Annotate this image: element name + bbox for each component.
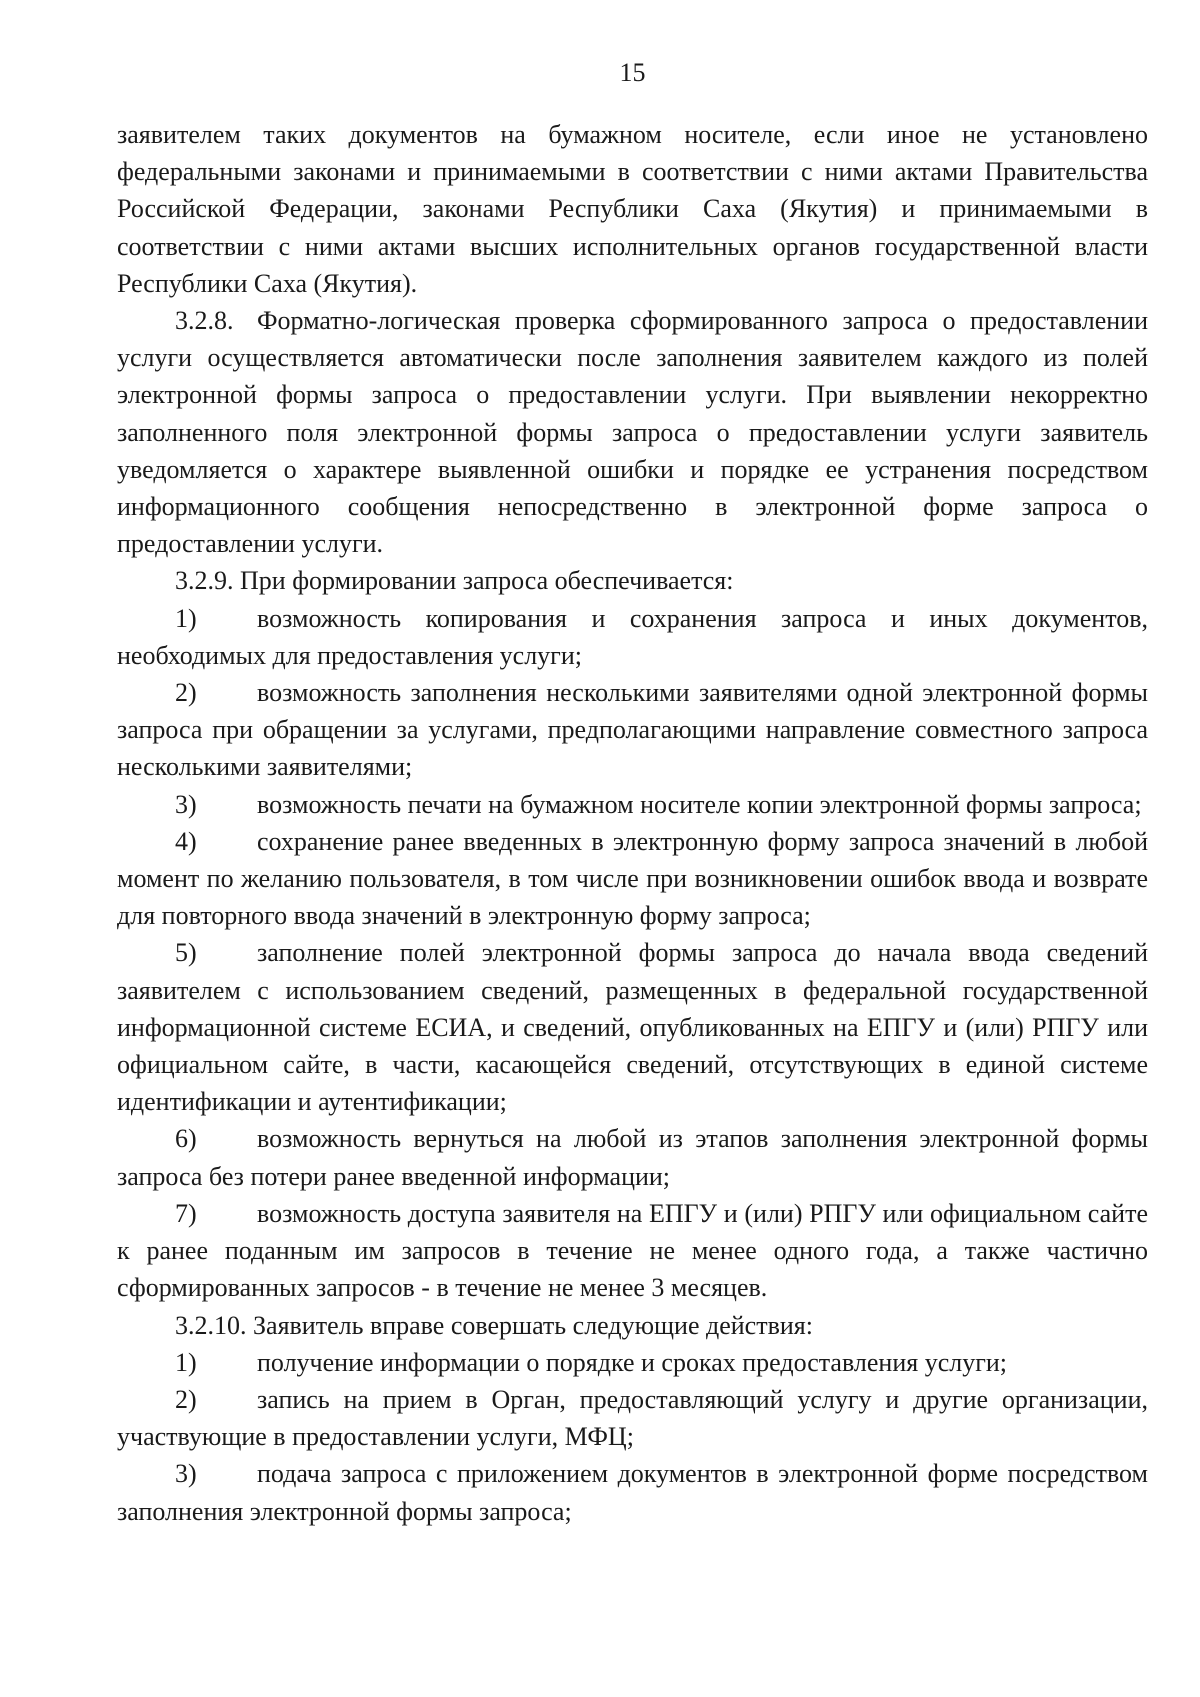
item-text: возможность доступа заявителя на ЕПГУ и (или) РПГУ или официальном сайте к ранее поданным им запросов в течение не менее одного года, а также частично сформированных запросов - в течение не менее 3 месяцев. — [117, 1198, 1148, 1303]
paragraph-3-2-8 — [117, 302, 1148, 562]
paragraph-text: 3.2.9. При формировании запроса обеспечивается: — [175, 566, 734, 596]
list-item — [117, 1455, 1148, 1529]
paragraph-text: 3.2.10. Заявитель вправе совершать следующие действия: — [175, 1310, 813, 1340]
list-item — [117, 1381, 1148, 1455]
item-text: получение информации о порядке и сроках предоставления услуги; — [257, 1347, 1008, 1377]
paragraph-text: Форматно-логическая проверка сформированного запроса о предоставлении услуги осуществляется автоматически после заполнения заявителем каждого из полей электронной формы запроса о предоставлении услуги. При выявлении некорректно заполненного поля электронной формы запроса о предоставлении услуги заявитель уведомляется о характере выявленной ошибки и порядке ее устранения посредством информационного сообщения непосредственно в электронной форме запроса о предоставлении услуги. — [117, 306, 1148, 559]
item-number: 3.2.8. — [175, 306, 234, 336]
item-text: заполнение полей электронной формы запроса до начала ввода сведений заявителем с использованием сведений, размещенных в федеральной государственной информационной системе ЕСИА, и сведений, опубликованных на ЕПГУ и (или) РПГУ или официальном сайте, в части, касающейся сведений, отсутствующих в единой системе идентификации и аутентификации; — [117, 938, 1148, 1117]
item-number: 7) — [175, 1198, 197, 1228]
item-text: возможность копирования и сохранения запроса и иных документов, необходимых для предоставления услуги; — [117, 603, 1148, 670]
paragraph-text: заявителем таких документов на бумажном носителе, если иное не установлено федеральными законами и принимаемыми в соответствии с ними актами Правительства Российской Федерации, законами Республики Саха (Якутия) и принимаемыми в соответствии с ними актами высших исполнительных органов государственной власти Республики Саха (Якутия). — [117, 120, 1148, 298]
item-number: 1) — [175, 603, 197, 633]
item-text: возможность заполнения несколькими заявителями одной электронной формы запроса при обращении за услугами, предполагающими направление совместного запроса несколькими заявителями; — [117, 678, 1148, 782]
item-number: 5) — [175, 938, 197, 968]
list-item — [117, 1120, 1148, 1194]
item-number: 4) — [175, 826, 197, 856]
item-text: возможность вернуться на любой из этапов заполнения электронной формы запроса без потери ранее введенной информации; — [117, 1124, 1148, 1191]
list-item — [117, 1344, 1148, 1381]
paragraph-3-2-10 — [117, 1307, 1148, 1344]
list-item — [117, 786, 1148, 823]
item-number: 2) — [175, 1384, 197, 1414]
list-item — [117, 600, 1148, 674]
list-item — [117, 823, 1148, 935]
paragraph-3-2-9 — [117, 562, 1148, 599]
list-item — [117, 1195, 1148, 1307]
item-text: запись на прием в Орган, предоставляющий услугу и другие организации, участвующие в предоставлении услуги, МФЦ; — [117, 1384, 1148, 1452]
document-body — [117, 116, 1148, 1530]
item-text: возможность печати на бумажном носителе копии электронной формы запроса; — [257, 789, 1142, 819]
item-number: 3) — [175, 1459, 197, 1489]
list-item — [117, 934, 1148, 1120]
item-number: 6) — [175, 1124, 197, 1154]
item-text: сохранение ранее введенных в электронную форму запроса значений в любой момент по желанию пользователя, в том числе при возникновении ошибок ввода и возврате для повторного ввода значений в электронную форму запроса; — [117, 826, 1148, 931]
list-item — [117, 674, 1148, 786]
item-text: подача запроса с приложением документов в электронной форме посредством заполнения электронной формы запроса; — [117, 1459, 1148, 1526]
item-number: 1) — [175, 1347, 197, 1377]
page-number: 15 — [619, 58, 646, 87]
item-number: 3) — [175, 789, 197, 819]
paragraph-continuation — [117, 116, 1148, 302]
item-number: 2) — [175, 678, 197, 708]
